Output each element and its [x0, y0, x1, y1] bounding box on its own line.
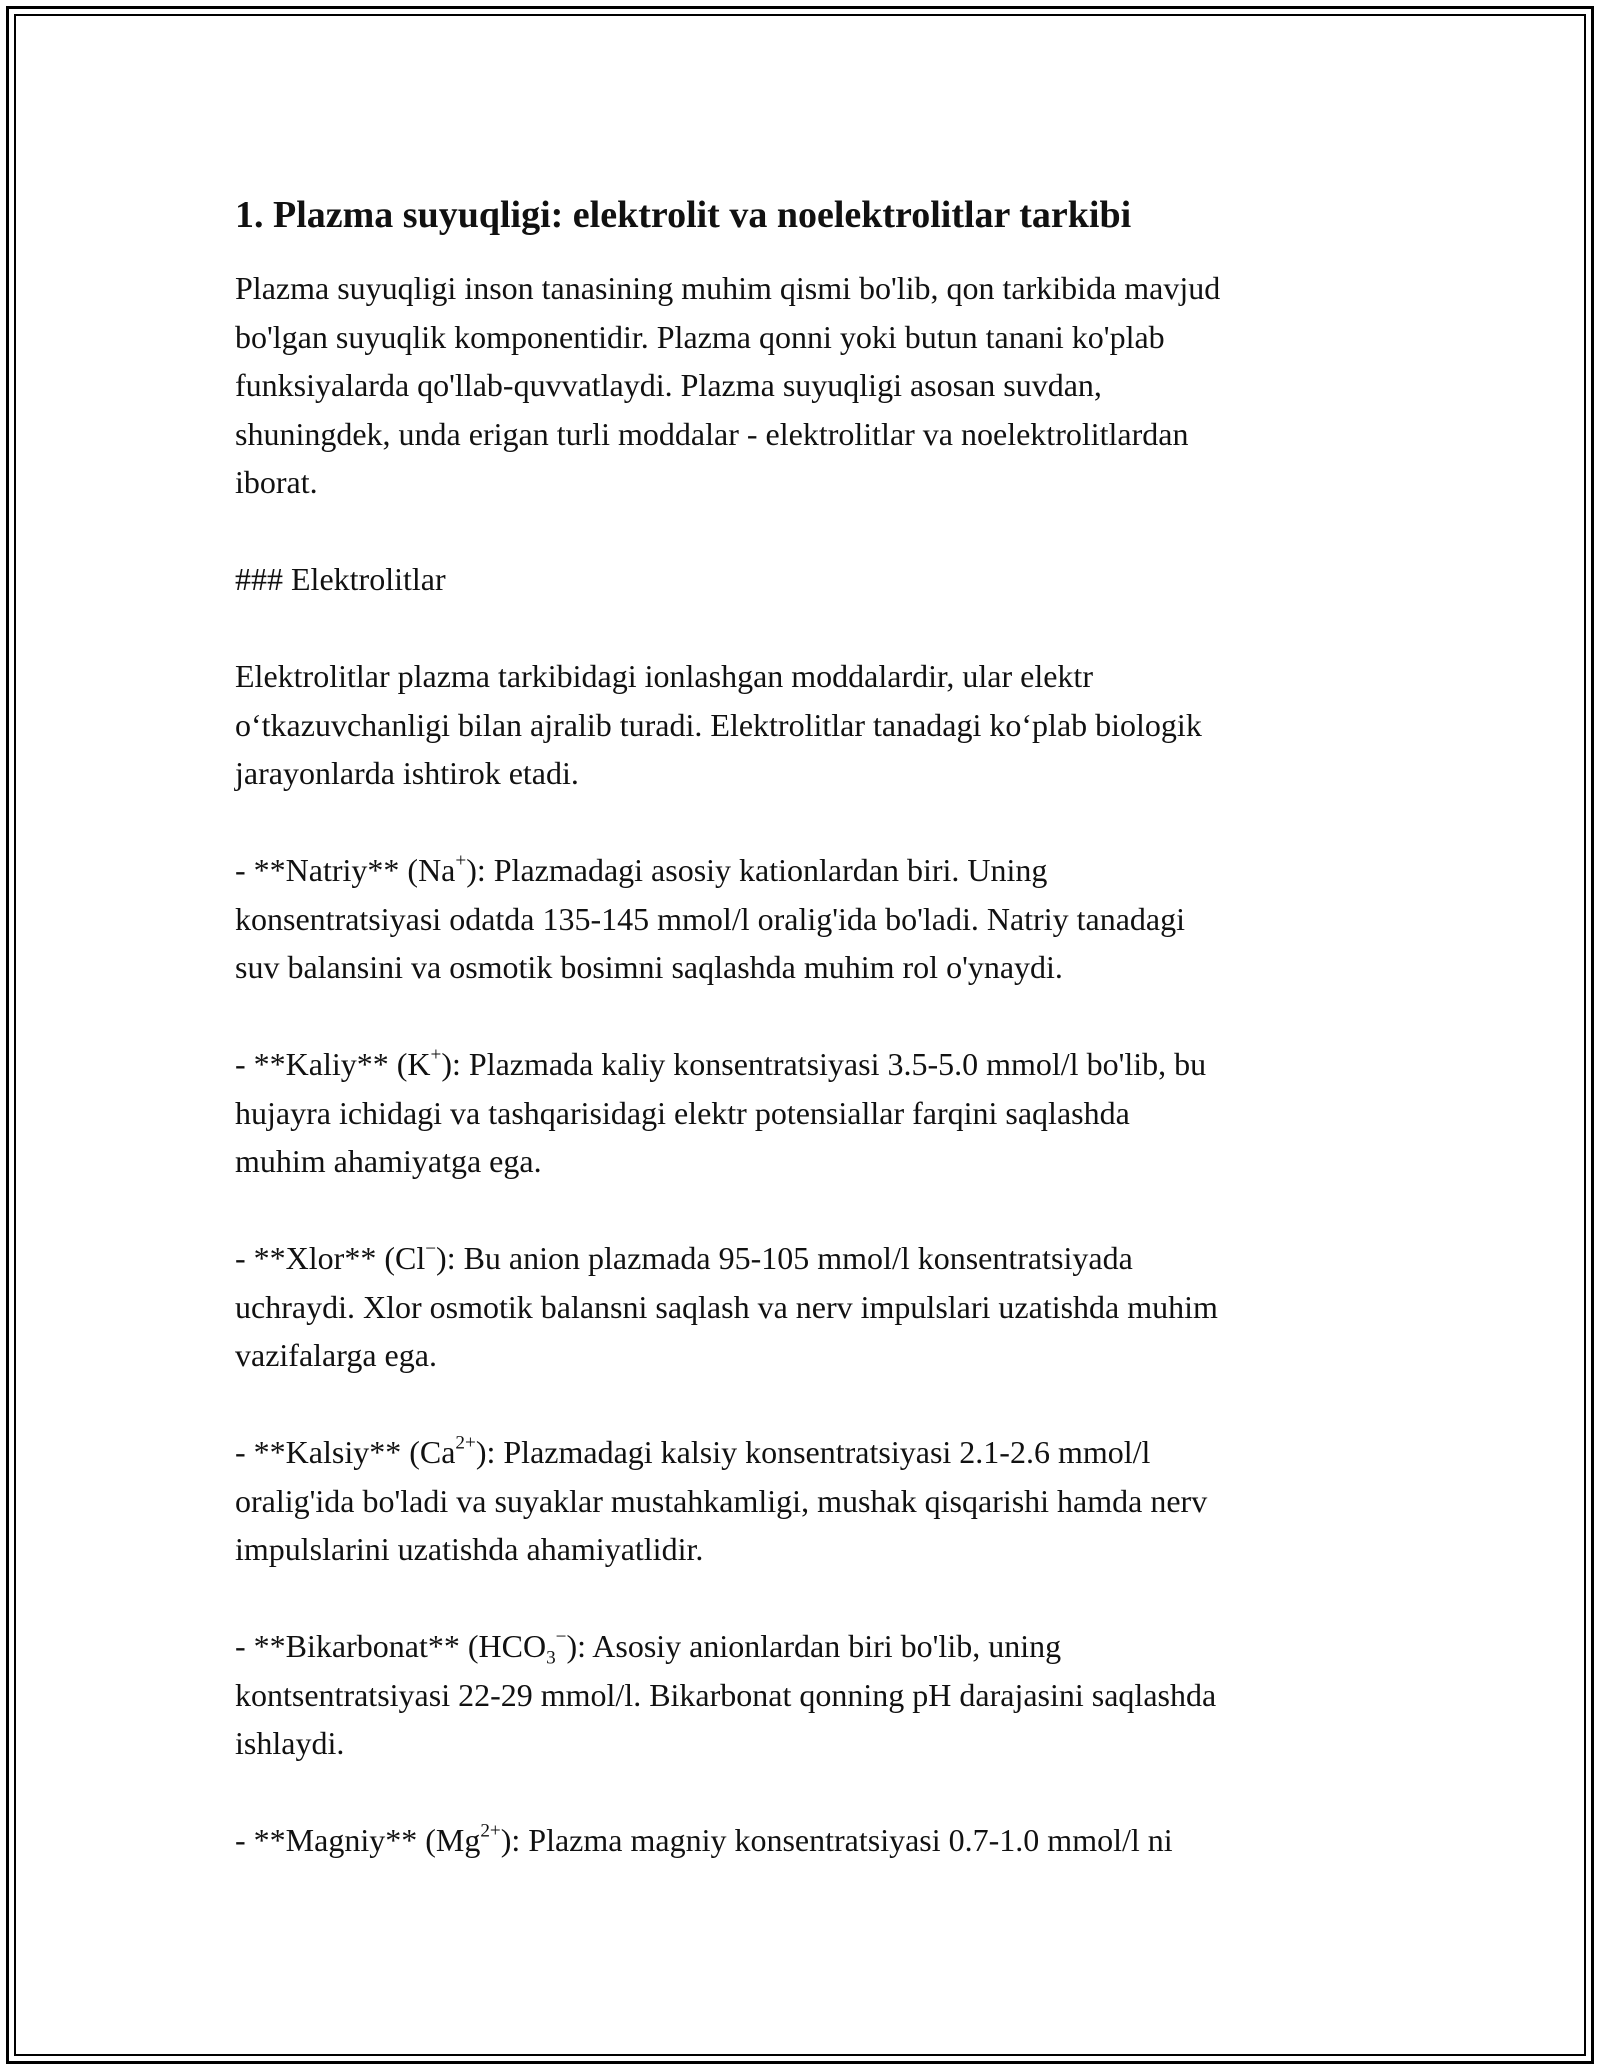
list-item-line: - **Xlor** (Cl−): Bu anion plazmada 95-105 mmol/l konsentratsiyada: [235, 1238, 1133, 1276]
list-item-line: ishlaydi.: [235, 1725, 345, 1761]
list-item-natriy: [235, 846, 1395, 992]
list-item-kaliy: [235, 1040, 1395, 1186]
list-item-line: - **Magniy** $(Mg^{2+})$: Plazma magniy konsentratsiyasi 0.7-1.0 mmol/l ni: [235, 1820, 1173, 1858]
intro-line: bo'lgan suyuqlik komponentidir. Plazma qonni yoki butun tanani ko'plab: [235, 318, 1165, 355]
list-item-line: konsentratsiyasi odatda 135-145 mmol/l oralig'ida bo'ladi. Natriy tanadagi: [235, 900, 1185, 937]
ion-subscript: 3: [546, 1647, 556, 1669]
list-item-line: - **Kalsiy** $(Ca^{2+})$: Plazmadagi kalsiy konsentratsiyasi 2.1-2.6 mmol/l: [235, 1432, 1151, 1470]
intro-line: shuningdek, unda erigan turli moddalar - elektrolitlar va noelektrolitlardan: [235, 415, 1189, 452]
list-item-line: hujayra ichidagi va tashqarisidagi elektr potensiallar farqini saqlashda: [235, 1094, 1130, 1131]
ion-charge: −: [555, 1626, 567, 1648]
list-item-xlor: [235, 1234, 1395, 1380]
section-intro-line: Elektrolitlar plazma tarkibidagi ionlashgan moddalardir, ular elektr: [235, 658, 1093, 694]
document-body: [235, 178, 1395, 1865]
list-item-line: suv balansini va osmotik bosimni saqlashda muhim rol o'ynaydi.: [235, 949, 1063, 985]
list-item-line: kontsentratsiyasi 22-29 mmol/l. Bikarbonat qonning pH darajasini saqlashda: [235, 1676, 1217, 1713]
ion-charge: 2+: [455, 1432, 476, 1454]
ion-charge: +: [455, 850, 467, 872]
list-item-bikarbonat: [235, 1622, 1395, 1768]
section-intro-line: jarayonlarda ishtirok etadi.: [235, 755, 579, 791]
list-item-line: - **Bikarbonat** $(HCO_3^-)$: Asosiy anionlardan biri bo'lib, uning: [235, 1626, 1062, 1669]
intro-paragraph: [235, 264, 1395, 507]
list-item-line: - **Kaliy** (K+): Plazmada kaliy konsentratsiyasi 3.5-5.0 mmol/l bo'lib, bu: [235, 1044, 1207, 1082]
section-heading: ### Elektrolitlar: [235, 561, 446, 597]
list-item-kalsiy: [235, 1428, 1395, 1574]
list-item-line: uchraydi. Xlor osmotik balansni saqlash va nerv impulslari uzatishda muhim: [235, 1288, 1218, 1325]
list-item-magniy: [235, 1816, 1395, 1865]
list-item-line: vazifalarga ega.: [235, 1337, 437, 1373]
list-item-line: impulslarini uzatishda ahamiyatlidir.: [235, 1531, 704, 1567]
list-item-line: - **Natriy** (Na+): Plazmadagi asosiy kationlardan biri. Uning: [235, 850, 1048, 888]
ion-charge: +: [430, 1044, 442, 1066]
list-item-line: muhim ahamiyatga ega.: [235, 1143, 542, 1179]
section-intro-paragraph: [235, 652, 1395, 798]
intro-line: iborat.: [235, 464, 318, 500]
section-intro-line: o‘tkazuvchanligi bilan ajralib turadi. Elektrolitlar tanadagi ko‘plab biologik: [235, 706, 1202, 743]
ion-charge: −: [425, 1238, 437, 1260]
ion-charge: 2+: [480, 1820, 501, 1842]
document-title: 1. Plazma suyuqligi: elektrolit va noelektrolitlar tarkibi: [235, 194, 1132, 236]
intro-line: funksiyalarda qo'llab-quvvatlaydi. Plazma suyuqligi asosan suvdan,: [235, 367, 1102, 403]
intro-line: Plazma suyuqligi inson tanasining muhim qismi bo'lib, qon tarkibida mavjud: [235, 270, 1221, 306]
list-item-line: oralig'ida bo'ladi va suyaklar mustahkamligi, mushak qisqarishi hamda nerv: [235, 1482, 1208, 1519]
